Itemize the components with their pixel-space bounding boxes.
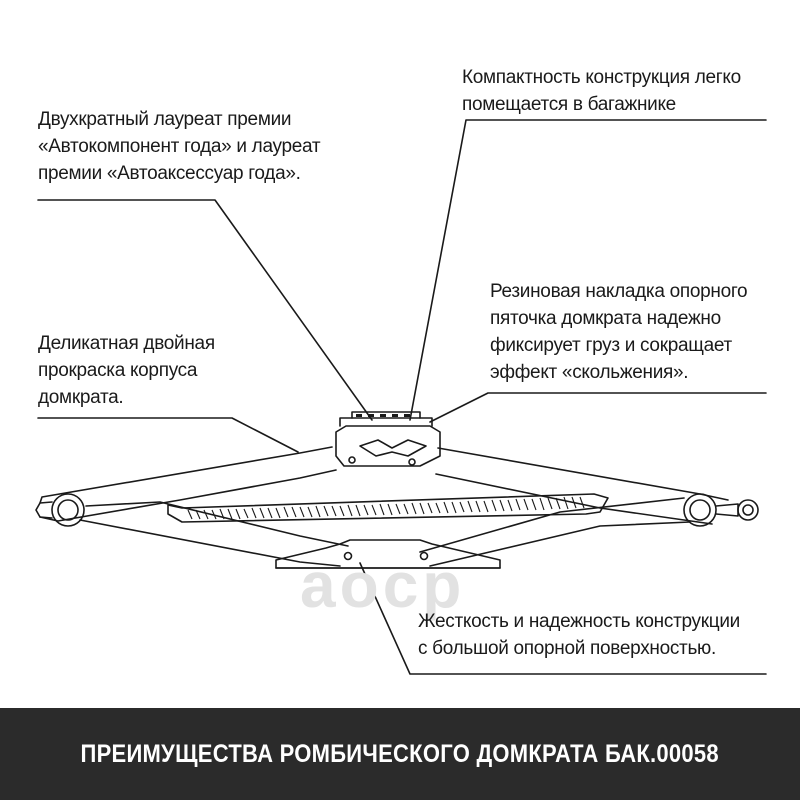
callout-awards: Двухкратный лауреат премии «Автокомпонент года» и лауреат премии «Автоаксессуар года». xyxy=(38,109,321,184)
upper-arms xyxy=(40,447,728,524)
saddle-rubber-teeth xyxy=(356,414,410,417)
leader-line-rubber-pad xyxy=(430,393,766,422)
leader-line-paint xyxy=(38,418,298,452)
footer-banner xyxy=(0,708,800,800)
left-end-cap xyxy=(36,502,52,518)
right-pivot-outer xyxy=(684,494,716,526)
callout-paint: Деликатная двойная прокраска корпуса домкрата. xyxy=(38,333,215,408)
right-eyelet xyxy=(716,500,758,520)
left-pivot-outer xyxy=(52,494,84,526)
watermark-logo: aocp xyxy=(300,549,466,621)
top-saddle xyxy=(336,412,440,466)
right-pivot xyxy=(690,500,710,520)
left-pivot xyxy=(58,500,78,520)
footer-title: ПРЕИМУЩЕСТВА РОМБИЧЕСКОГО ДОМКРАТА БАК.00058 xyxy=(80,739,720,768)
callout-compactness: Компактность конструкция легко помещается в багажнике xyxy=(462,67,741,115)
callout-rubber-pad: Резиновая накладка опорного пяточка домкрата надежно фиксирует груз и сокращает эффект «скольжения». xyxy=(490,281,748,383)
callout-rigidity: Жесткость и надежность конструкции с большой опорной поверхностью. xyxy=(418,611,740,659)
